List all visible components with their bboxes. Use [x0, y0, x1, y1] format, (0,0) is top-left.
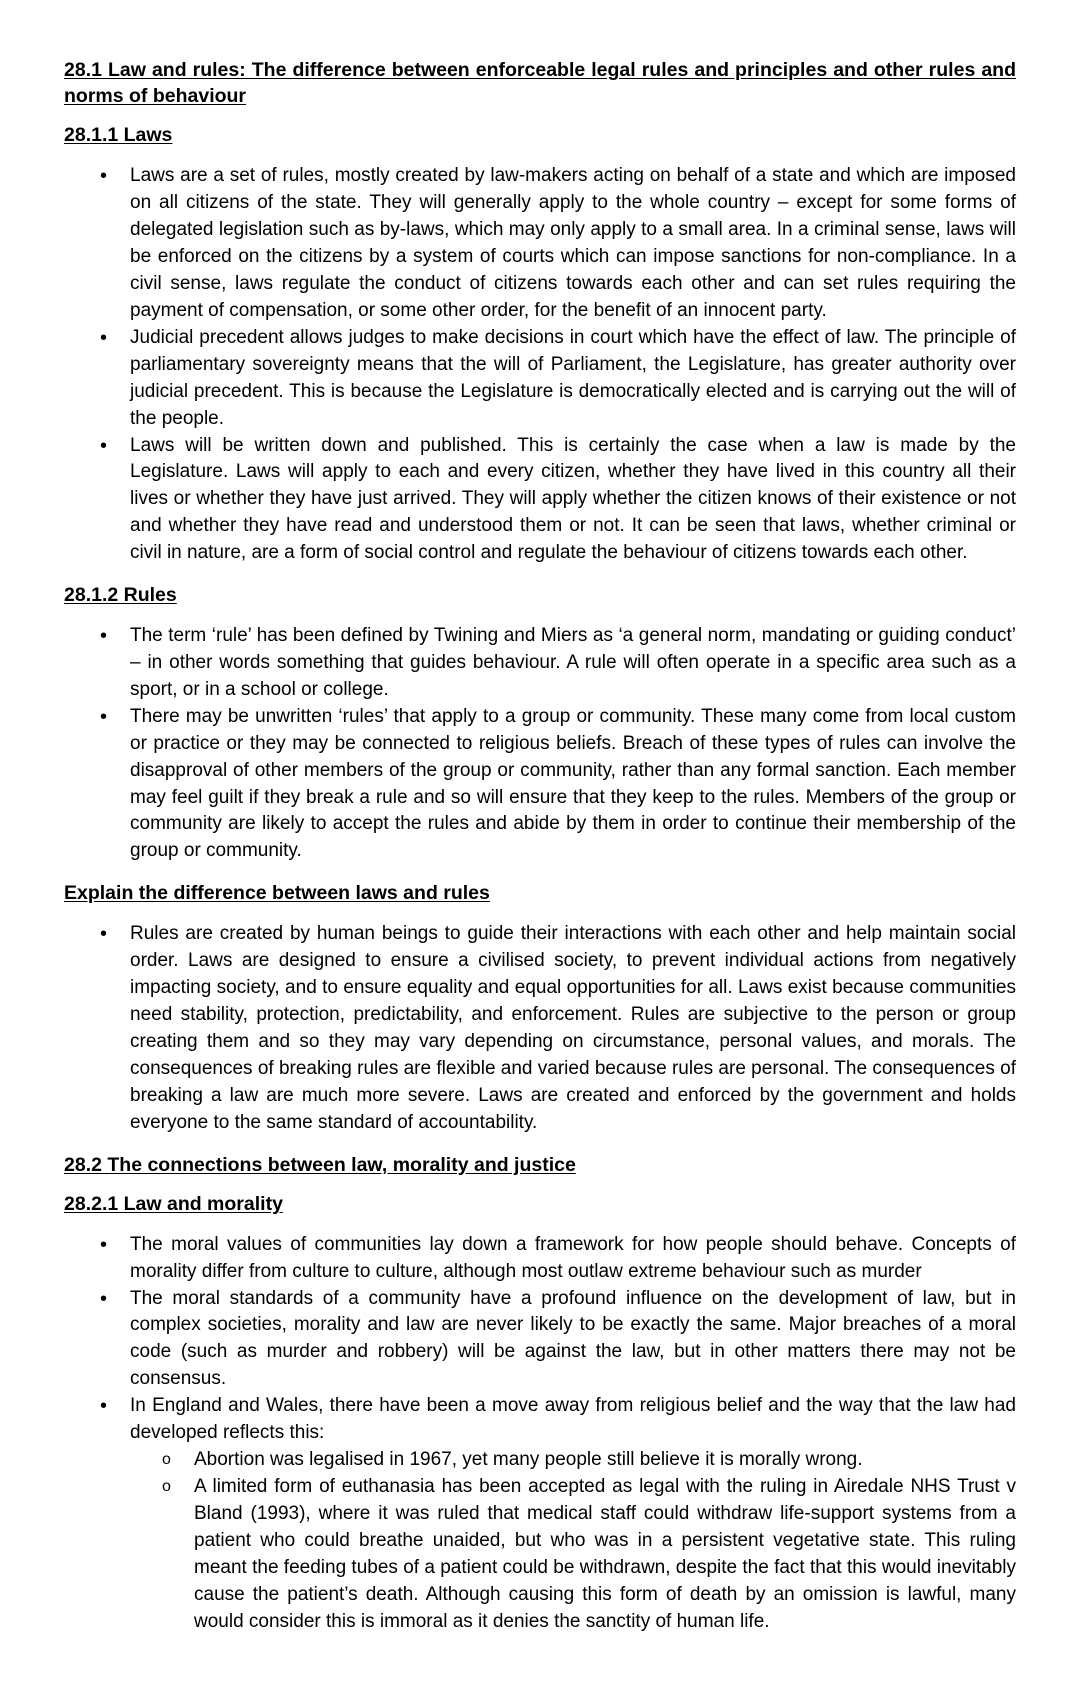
bullet-list-laws [64, 163, 1016, 568]
list-item: • Laws are a set of rules, mostly created by law-makers acting on behalf of a state and which are imposed on all citizens of the state. They will generally apply to the whole country – except for some forms of delegated legislation such as by-laws, which may only apply to a small area. In a criminal sense, laws will be enforced on the citizens by a system of courts which can impose sanctions for non-compliance. In a civil sense, laws regulate the conduct of citizens towards each other and can set rules requiring the payment of compensation, or some other order, for the benefit of an innocent party. [64, 163, 1016, 325]
bullet-list-law-and-morality [64, 1232, 1016, 1637]
list-item-text: In England and Wales, there have been a move away from religious belief and the way that the law had developed reflects this: [130, 1395, 1016, 1444]
list-item: • Rules are created by human beings to guide their interactions with each other and help maintain social order. Laws are designed to ensure a civilised society, to prevent individual actions from negatively impacting society, and to ensure equality and equal opportunities for all. Laws exist because communities need stability, protection, predictability, and enforcement. Rules are subjective to the person or group creating them and so they may vary depending on circumstance, personal values, and morals. The consequences of breaking rules are flexible and varied because rules are personal. The consequences of breaking a law are much more severe. Laws are created and enforced by the government and holds everyone to the same standard of accountability. [64, 921, 1016, 1137]
list-item: • Laws will be written down and published. This is certainly the case when a law is made by the Legislature. Laws will apply to each and every citizen, whether they have lived in this country all their lives or whether they have just arrived. They will apply whether the citizen knows of their existence or not and whether they have read and understood them or not. It can be seen that laws, whether criminal or civil in nature, are a form of social control and regulate the behaviour of citizens towards each other. [64, 433, 1016, 568]
list-item: • The term ‘rule’ has been defined by Twining and Miers as ‘a general norm, mandating or guiding conduct’ – in other words something that guides behaviour. A rule will often operate in a specific area such as a sport, or in a school or college. [64, 623, 1016, 704]
bullet-list-rules [64, 623, 1016, 866]
sub-bullet-list-examples [130, 1447, 1016, 1636]
subsection-heading-28-1-2: 28.1.2 Rules [64, 584, 177, 607]
subsection-heading-explain-difference: Explain the difference between laws and rules [64, 882, 490, 905]
subsection-heading-28-2-1: 28.2.1 Law and morality [64, 1193, 283, 1216]
sub-list-item: o Abortion was legalised in 1967, yet many people still believe it is morally wrong. [130, 1447, 1016, 1474]
bullet-list-explain-difference [64, 921, 1016, 1137]
list-item: • There may be unwritten ‘rules’ that apply to a group or community. These many come from local custom or practice or they may be connected to religious beliefs. Breach of these types of rules can involve the disapproval of other members of the group or community, rather than any formal sanction. Each member may feel guilt if they break a rule and so will ensure that they keep to the rules. Members of the group or community are likely to accept the rules and abide by them in order to continue their membership of the group or community. [64, 704, 1016, 866]
section-heading-28-1: 28.1 Law and rules: The difference between enforceable legal rules and principles and other rules and norms of behaviour [64, 59, 1016, 107]
subsection-heading-28-1-1: 28.1.1 Laws [64, 124, 173, 147]
list-item: • Judicial precedent allows judges to make decisions in court which have the effect of law. The principle of parliamentary sovereignty means that the will of Parliament, the Legislature, has greater authority over judicial precedent. This is because the Legislature is democratically elected and is carrying out the will of the people. [64, 325, 1016, 433]
section-heading-28-2: 28.2 The connections between law, morality and justice [64, 1153, 576, 1176]
list-item: • The moral standards of a community have a profound influence on the development of law, but in complex societies, morality and law are never likely to be exactly the same. Major breaches of a moral code (such as murder and robbery) will be against the law, but in other matters there may not be consensus. [64, 1286, 1016, 1394]
sub-list-item: o A limited form of euthanasia has been accepted as legal with the ruling in Airedale NHS Trust v Bland (1993), where it was ruled that medical staff could withdraw life-support systems from a patient who could breathe unaided, but who was in a persistent vegetative state. This ruling meant the feeding tubes of a patient could be withdrawn, despite the fact that this would inevitably cause the patient’s death. Although causing this form of death by an omission is lawful, many would consider this is immoral as it denies the sanctity of human life. [130, 1474, 1016, 1636]
list-item [64, 1393, 1016, 1636]
list-item: • The moral values of communities lay down a framework for how people should behave. Concepts of morality differ from culture to culture, although most outlaw extreme behaviour such as murder [64, 1232, 1016, 1286]
